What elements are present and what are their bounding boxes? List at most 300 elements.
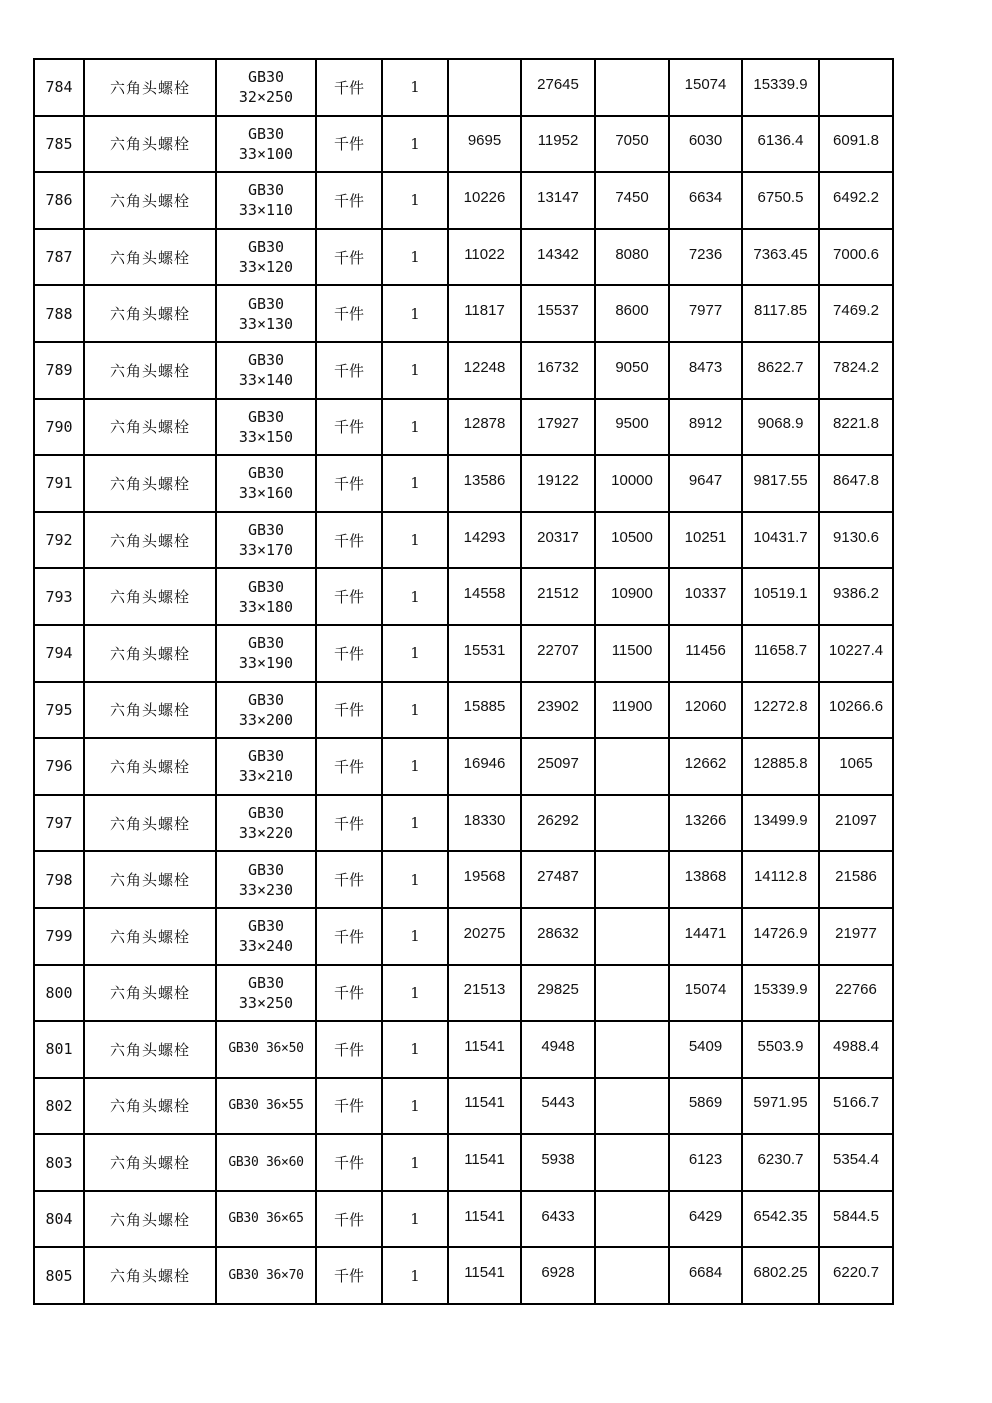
price-col-1-text: 20275 [463,924,506,942]
price-col-1-text: 11541 [464,1094,505,1112]
row-number: 790 [34,399,84,456]
price-col-5-text: 6230.7 [757,1151,804,1169]
price-col-4 [669,1078,742,1135]
item-name: 六角头螺栓 [84,455,216,512]
price-col-2-text: 15537 [537,302,579,320]
spec-standard: GB30 [247,634,285,653]
price-col-5-text: 6802.25 [753,1264,808,1282]
price-col-2 [521,1134,595,1191]
spec-standard: GB30 [247,577,285,596]
price-col-5-text: 6750.5 [757,188,804,206]
unit: 千件 [316,342,382,399]
price-col-1-text: 13586 [463,471,506,489]
table-row [34,568,893,625]
price-col-1-text: 11541 [464,1207,505,1225]
price-col-3 [595,1078,669,1135]
price-col-4-text: 10251 [684,528,727,546]
item-name: 六角头螺栓 [84,285,216,342]
row-number: 787 [34,229,84,286]
price-col-1-text: 11817 [464,302,505,320]
price-col-2 [521,568,595,625]
price-col-4-text: 5869 [688,1094,723,1112]
price-col-6-text: 5354.4 [833,1151,879,1169]
price-col-2 [521,1247,595,1304]
item-spec [216,682,316,739]
item-name: 六角头螺栓 [84,342,216,399]
unit: 千件 [316,851,382,908]
row-number: 786 [34,172,84,229]
unit: 千件 [316,1134,382,1191]
price-col-2 [521,795,595,852]
table-row [34,59,893,116]
unit: 千件 [316,568,382,625]
unit: 千件 [316,229,382,286]
row-number: 785 [34,116,84,173]
price-col-5 [742,851,819,908]
price-col-4 [669,116,742,173]
table-row [34,285,893,342]
price-col-5 [742,229,819,286]
row-number: 792 [34,512,84,569]
price-col-2-text: 29825 [537,981,579,999]
unit: 千件 [316,625,382,682]
price-col-4 [669,1134,742,1191]
price-col-5-text: 5503.9 [757,1037,804,1055]
price-col-6 [819,116,893,173]
price-col-1-text: 15531 [463,641,506,659]
item-spec [216,568,316,625]
price-col-1 [448,1134,521,1191]
price-col-4-text: 10337 [684,585,727,603]
price-col-5 [742,172,819,229]
price-col-6 [819,455,893,512]
price-col-4-text: 6123 [688,1151,723,1169]
price-col-6 [819,1191,893,1248]
price-col-2 [521,738,595,795]
price-col-4 [669,625,742,682]
table-row [34,682,893,739]
price-col-5 [742,682,819,739]
price-col-1 [448,908,521,965]
row-number: 799 [34,908,84,965]
price-col-2-text: 16732 [537,358,579,376]
table-row [34,1021,893,1078]
price-col-2 [521,512,595,569]
spec-size: 33×170 [238,541,294,560]
spec-size: 33×240 [238,937,294,956]
price-col-1 [448,965,521,1022]
item-name: 六角头螺栓 [84,1021,216,1078]
price-col-6-text: 21977 [835,924,877,942]
price-col-5-text: 11658.7 [753,641,808,659]
price-col-2 [521,682,595,739]
quantity: 1 [382,738,448,795]
price-col-2-text: 14342 [537,245,579,263]
item-name: 六角头螺栓 [84,1078,216,1135]
price-col-6-text: 9386.2 [833,585,879,603]
price-col-4-text: 13266 [684,811,727,829]
unit: 千件 [316,1191,382,1248]
price-col-6-text: 10227.4 [828,641,884,659]
price-col-6-text: 8221.8 [833,415,879,433]
item-name: 六角头螺栓 [84,965,216,1022]
price-col-4 [669,568,742,625]
price-col-1 [448,172,521,229]
price-col-5-text: 15339.9 [753,981,808,999]
price-col-4 [669,908,742,965]
price-col-6-text: 7824.2 [833,358,879,376]
price-col-3 [595,1134,669,1191]
price-col-1-text: 11541 [464,1264,505,1282]
item-spec: GB30 36×50 [216,1021,316,1078]
item-name: 六角头螺栓 [84,512,216,569]
row-number: 805 [34,1247,84,1304]
spec-size: 33×140 [238,371,294,390]
price-col-6-text: 21586 [835,868,877,886]
price-col-1 [448,116,521,173]
price-col-1-text: 16946 [463,754,506,772]
price-col-2-text: 27645 [537,75,579,93]
price-col-4-text: 7977 [688,302,723,320]
quantity: 1 [382,1021,448,1078]
spec-standard: GB30 [247,294,285,313]
table-row [34,908,893,965]
price-col-1-text: 15885 [463,698,506,716]
item-name: 六角头螺栓 [84,116,216,173]
price-col-1 [448,399,521,456]
price-col-2 [521,965,595,1022]
price-col-2-text: 6433 [541,1207,575,1225]
price-col-6-text: 6492.2 [833,188,879,206]
table-row [34,738,893,795]
item-name: 六角头螺栓 [84,738,216,795]
price-col-1-text: 10226 [463,188,506,206]
price-col-5-text: 12272.8 [753,698,808,716]
price-col-4 [669,399,742,456]
spec-size: 33×150 [238,427,294,446]
price-col-4 [669,172,742,229]
price-col-6-text: 6220.7 [833,1264,879,1282]
price-col-1 [448,1021,521,1078]
price-col-3 [595,965,669,1022]
spec-standard: GB30 [247,68,285,87]
price-col-2-text: 13147 [537,188,579,206]
price-col-2 [521,172,595,229]
spec-standard: GB30 [247,860,285,879]
table-row [34,1134,893,1191]
unit: 千件 [316,455,382,512]
item-spec [216,455,316,512]
unit: 千件 [316,1078,382,1135]
price-col-1 [448,455,521,512]
price-col-4 [669,795,742,852]
item-spec [216,399,316,456]
price-col-1-text: 18330 [463,811,506,829]
price-col-3-text: 9500 [615,415,649,433]
price-col-3 [595,1021,669,1078]
price-col-6-text: 5166.7 [833,1094,879,1112]
table-row [34,116,893,173]
table-row [34,965,893,1022]
price-col-4-text: 12662 [684,754,727,772]
price-col-3 [595,116,669,173]
quantity: 1 [382,1247,448,1304]
price-col-5-text: 5971.95 [753,1094,808,1112]
price-col-1 [448,1247,521,1304]
table-row [34,795,893,852]
item-spec [216,795,316,852]
spec-size: 32×250 [238,88,294,107]
spec-size: 33×110 [238,201,294,220]
price-col-1-text: 21513 [463,981,506,999]
price-col-4-text: 7236 [688,245,723,263]
price-col-2-text: 4948 [541,1037,575,1055]
spec-size: 33×180 [238,597,294,616]
price-col-3 [595,1247,669,1304]
price-col-5 [742,965,819,1022]
item-spec [216,342,316,399]
item-spec: GB30 36×55 [216,1078,316,1135]
quantity: 1 [382,682,448,739]
table-row [34,342,893,399]
price-col-6-text: 7469.2 [833,302,879,320]
price-col-4 [669,965,742,1022]
price-col-2 [521,342,595,399]
price-col-1 [448,851,521,908]
price-col-6-text: 4988.4 [833,1037,879,1055]
price-col-2 [521,455,595,512]
price-col-2 [521,1021,595,1078]
price-col-4-text: 6684 [688,1264,723,1282]
price-col-1 [448,625,521,682]
spec-size: 33×220 [238,824,294,843]
item-name: 六角头螺栓 [84,1191,216,1248]
row-number: 800 [34,965,84,1022]
price-col-1-text: 11541 [464,1037,505,1055]
price-col-6 [819,399,893,456]
unit: 千件 [316,172,382,229]
row-number: 804 [34,1191,84,1248]
spec-size: 33×190 [238,654,294,673]
price-col-5 [742,795,819,852]
price-col-4 [669,682,742,739]
price-col-5-text: 6136.4 [757,132,804,150]
spec-standard: GB30 [247,747,285,766]
price-col-5 [742,738,819,795]
unit: 千件 [316,1021,382,1078]
item-spec: GB30 36×60 [216,1134,316,1191]
price-col-1-text: 12878 [463,415,506,433]
quantity: 1 [382,851,448,908]
item-name: 六角头螺栓 [84,908,216,965]
price-col-5 [742,1134,819,1191]
price-col-4 [669,1247,742,1304]
price-col-6-text: 9130.6 [833,528,879,546]
price-col-2 [521,625,595,682]
price-col-1 [448,682,521,739]
price-col-2 [521,908,595,965]
price-col-1-text: 12248 [463,358,506,376]
price-col-1 [448,738,521,795]
price-col-4-text: 13868 [684,868,727,886]
price-col-5 [742,116,819,173]
item-spec [216,908,316,965]
item-name: 六角头螺栓 [84,795,216,852]
price-col-4 [669,1191,742,1248]
price-col-4-text: 12060 [684,698,727,716]
table-row [34,625,893,682]
table-row [34,512,893,569]
item-name: 六角头螺栓 [84,851,216,908]
item-spec [216,625,316,682]
price-col-1-text: 11022 [464,245,505,263]
table-row [34,1191,893,1248]
price-table [33,58,894,1305]
price-col-5 [742,285,819,342]
row-number: 801 [34,1021,84,1078]
price-col-2-text: 17927 [537,415,579,433]
row-number: 784 [34,59,84,116]
unit: 千件 [316,908,382,965]
price-col-3-text: 8080 [615,245,649,263]
item-name: 六角头螺栓 [84,1247,216,1304]
price-col-4 [669,229,742,286]
quantity: 1 [382,399,448,456]
price-col-6-text: 6091.8 [833,132,879,150]
price-col-4 [669,512,742,569]
price-col-2-text: 11952 [537,132,579,150]
price-col-1 [448,285,521,342]
row-number: 789 [34,342,84,399]
price-col-6 [819,172,893,229]
table-row [34,1247,893,1304]
price-col-6 [819,1078,893,1135]
price-col-4 [669,1021,742,1078]
price-col-6 [819,568,893,625]
price-col-6-text: 7000.6 [833,245,879,263]
row-number: 793 [34,568,84,625]
price-col-6-text: 1065 [839,754,873,772]
unit: 千件 [316,285,382,342]
item-spec: GB30 36×65 [216,1191,316,1248]
table-row [34,399,893,456]
item-spec [216,851,316,908]
price-col-5 [742,568,819,625]
quantity: 1 [382,172,448,229]
price-col-3-text: 11900 [611,698,653,716]
quantity: 1 [382,625,448,682]
price-col-2 [521,1191,595,1248]
price-col-5 [742,342,819,399]
spec-standard: GB30 [247,238,285,257]
item-name: 六角头螺栓 [84,229,216,286]
row-number: 788 [34,285,84,342]
price-col-2 [521,116,595,173]
price-col-6-text: 5844.5 [833,1207,879,1225]
table-row [34,172,893,229]
item-name: 六角头螺栓 [84,625,216,682]
price-col-6 [819,1134,893,1191]
item-name: 六角头螺栓 [84,172,216,229]
price-col-2-text: 19122 [537,471,579,489]
quantity: 1 [382,795,448,852]
price-col-4-text: 8912 [688,415,723,433]
price-col-3-text: 10900 [611,585,653,603]
table-row [34,455,893,512]
price-col-5 [742,1078,819,1135]
price-col-5-text: 8622.7 [757,358,804,376]
spec-standard: GB30 [247,521,285,540]
price-col-4 [669,285,742,342]
price-col-1-text: 11541 [464,1151,505,1169]
spec-standard: GB30 [247,973,285,992]
price-col-1 [448,1078,521,1135]
price-col-3-text: 7450 [615,188,649,206]
price-col-2-text: 6928 [541,1264,575,1282]
price-col-3 [595,59,669,116]
price-col-2-text: 21512 [537,585,579,603]
quantity: 1 [382,568,448,625]
spec-standard: GB30 [247,124,285,143]
price-col-5 [742,455,819,512]
price-col-3 [595,229,669,286]
quantity: 1 [382,1134,448,1191]
price-col-6-text: 22766 [835,981,877,999]
price-col-4 [669,851,742,908]
price-col-4-text: 6634 [688,188,723,206]
spec-size: 33×230 [238,880,294,899]
price-col-1-text: 19568 [463,868,506,886]
price-col-5 [742,908,819,965]
price-col-5 [742,399,819,456]
unit: 千件 [316,116,382,173]
price-col-6 [819,229,893,286]
price-col-4-text: 9647 [688,471,723,489]
price-col-5-text: 10431.7 [753,528,808,546]
price-col-3 [595,738,669,795]
price-col-3 [595,625,669,682]
unit: 千件 [316,399,382,456]
row-number: 791 [34,455,84,512]
unit: 千件 [316,965,382,1022]
price-col-5 [742,1191,819,1248]
unit: 千件 [316,512,382,569]
price-col-2-text: 5938 [541,1151,575,1169]
row-number: 796 [34,738,84,795]
item-name: 六角头螺栓 [84,59,216,116]
price-col-4-text: 5409 [688,1037,723,1055]
item-spec [216,285,316,342]
price-col-4 [669,455,742,512]
price-col-4 [669,59,742,116]
price-col-2-text: 28632 [537,924,579,942]
price-col-6 [819,625,893,682]
spec-standard: GB30 [247,407,285,426]
price-col-1 [448,229,521,286]
price-col-3-text: 11500 [611,641,653,659]
quantity: 1 [382,116,448,173]
quantity: 1 [382,1191,448,1248]
price-col-3 [595,682,669,739]
quantity: 1 [382,908,448,965]
spec-standard: GB30 [247,351,285,370]
price-col-4 [669,342,742,399]
price-col-5 [742,1021,819,1078]
quantity: 1 [382,512,448,569]
unit: 千件 [316,59,382,116]
price-col-5-text: 6542.35 [753,1207,808,1225]
quantity: 1 [382,285,448,342]
